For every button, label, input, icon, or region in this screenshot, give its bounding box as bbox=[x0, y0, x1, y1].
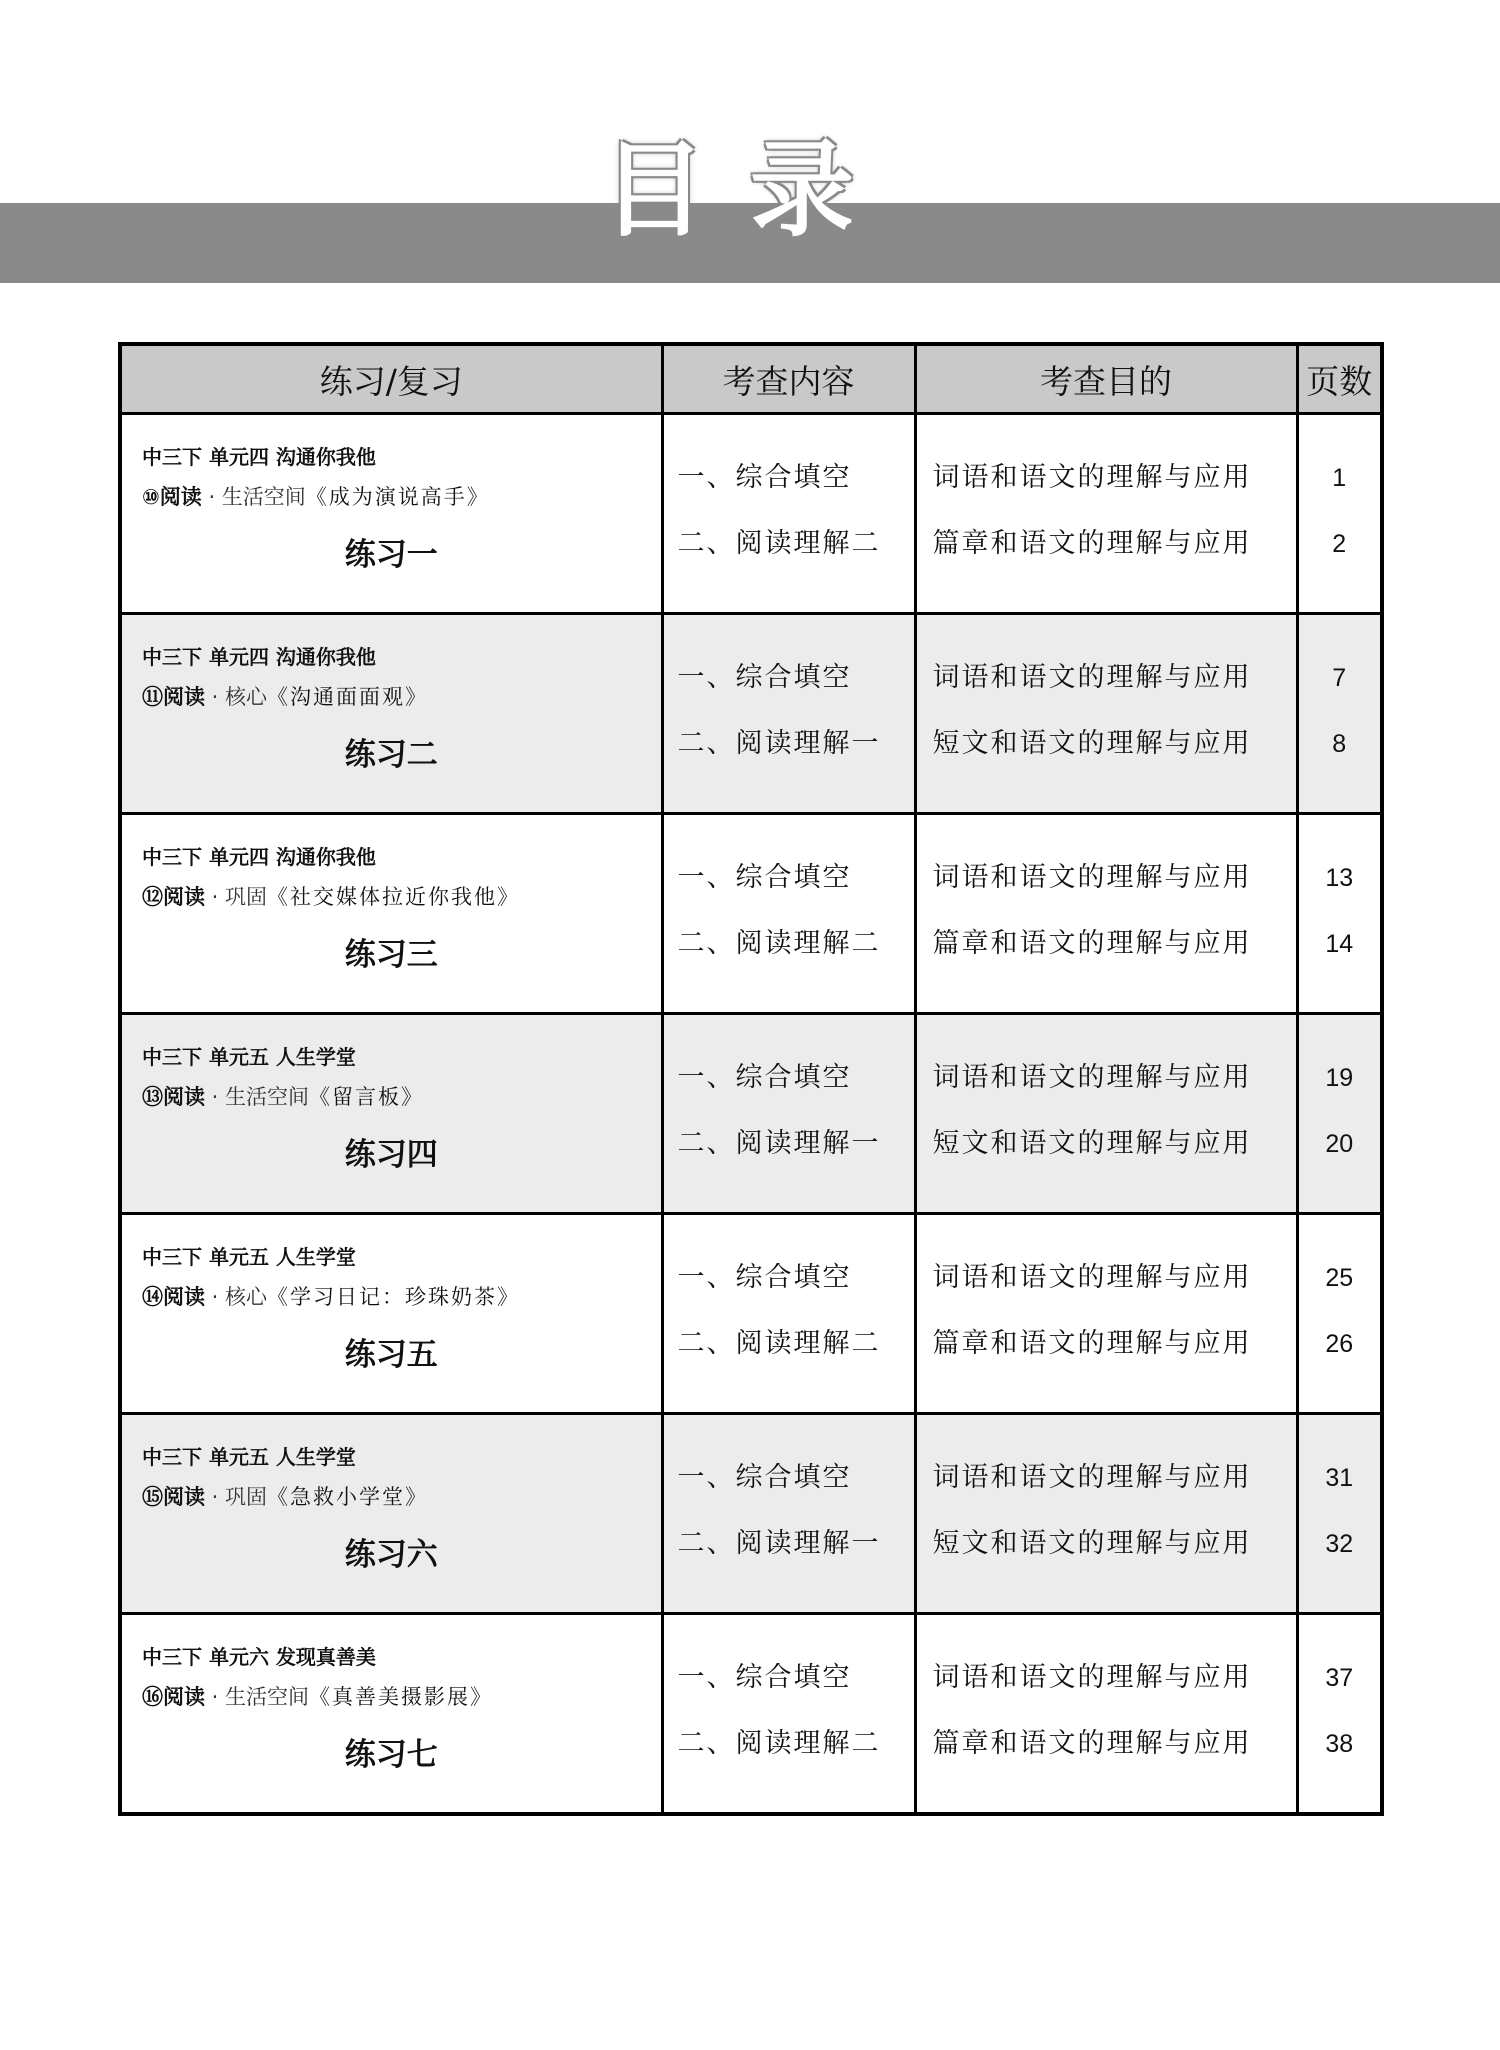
table-header-row bbox=[120, 344, 1382, 414]
page-number: 32 bbox=[1325, 1529, 1354, 1558]
lesson-label: ⑭阅读 · 核心《学习日记：珍珠奶茶》 bbox=[142, 1285, 521, 1309]
page-number: 14 bbox=[1325, 929, 1354, 958]
unit-label: 中三下 单元四 沟通你我他 bbox=[142, 845, 376, 869]
exercise-title: 练习三 bbox=[344, 937, 438, 973]
unit-label: 中三下 单元四 沟通你我他 bbox=[142, 445, 376, 469]
unit-label: 中三下 单元五 人生学堂 bbox=[142, 1245, 356, 1269]
page-number: 37 bbox=[1325, 1663, 1354, 1692]
purpose-item: 短文和语文的理解与应用 bbox=[932, 1527, 1252, 1559]
content-item: 一、综合填空 bbox=[677, 1261, 852, 1293]
page-number: 19 bbox=[1325, 1063, 1354, 1092]
content-item: 一、综合填空 bbox=[677, 1461, 852, 1493]
page-title: 目录 bbox=[601, 129, 898, 251]
table-row bbox=[120, 1414, 1382, 1614]
purpose-item: 词语和语文的理解与应用 bbox=[932, 1461, 1252, 1493]
content-item: 一、综合填空 bbox=[677, 1661, 852, 1693]
purpose-item: 词语和语文的理解与应用 bbox=[932, 661, 1252, 693]
purpose-item: 词语和语文的理解与应用 bbox=[932, 861, 1252, 893]
page-number: 20 bbox=[1325, 1129, 1354, 1158]
lesson-label: ⑯阅读 · 生活空间《真善美摄影展》 bbox=[142, 1685, 494, 1709]
unit-label: 中三下 单元四 沟通你我他 bbox=[142, 645, 376, 669]
table-row bbox=[120, 1614, 1382, 1815]
page-number: 38 bbox=[1325, 1729, 1354, 1758]
content-item: 二、阅读理解二 bbox=[677, 527, 881, 559]
purpose-item: 短文和语文的理解与应用 bbox=[932, 727, 1252, 759]
lesson-label: ⑪阅读 · 核心《沟通面面观》 bbox=[142, 685, 429, 709]
exercise-title: 练习四 bbox=[344, 1137, 438, 1173]
content-item: 一、综合填空 bbox=[677, 861, 852, 893]
content-item: 一、综合填空 bbox=[677, 661, 852, 693]
exercise-title: 练习七 bbox=[344, 1737, 438, 1773]
table-row bbox=[120, 1014, 1382, 1214]
content-item: 一、综合填空 bbox=[677, 461, 852, 493]
header-content: 考查内容 bbox=[662, 344, 915, 414]
table-row bbox=[120, 614, 1382, 814]
exercise-title: 练习一 bbox=[344, 537, 438, 573]
purpose-item: 篇章和语文的理解与应用 bbox=[932, 527, 1252, 559]
content-item: 二、阅读理解二 bbox=[677, 1727, 881, 1759]
table-row bbox=[120, 814, 1382, 1014]
purpose-item: 短文和语文的理解与应用 bbox=[932, 1127, 1252, 1159]
purpose-item: 篇章和语文的理解与应用 bbox=[932, 927, 1252, 959]
content-item: 二、阅读理解二 bbox=[677, 927, 881, 959]
content-item: 一、综合填空 bbox=[677, 1061, 852, 1093]
purpose-item: 词语和语文的理解与应用 bbox=[932, 461, 1252, 493]
content-item: 二、阅读理解一 bbox=[677, 1127, 881, 1159]
page-number: 25 bbox=[1325, 1263, 1354, 1292]
header-exercise: 练习/复习 bbox=[120, 344, 662, 414]
lesson-label: ⑩阅读 · 生活空间《成为演说高手》 bbox=[142, 485, 490, 509]
content-item: 二、阅读理解一 bbox=[677, 727, 881, 759]
purpose-item: 篇章和语文的理解与应用 bbox=[932, 1327, 1252, 1359]
unit-label: 中三下 单元五 人生学堂 bbox=[142, 1045, 356, 1069]
purpose-item: 词语和语文的理解与应用 bbox=[932, 1661, 1252, 1693]
exercise-title: 练习五 bbox=[344, 1337, 438, 1373]
table-row bbox=[120, 414, 1382, 614]
page-number: 26 bbox=[1325, 1329, 1354, 1358]
header-pages: 页数 bbox=[1297, 344, 1382, 414]
exercise-title: 练习六 bbox=[344, 1537, 438, 1573]
unit-label: 中三下 单元六 发现真善美 bbox=[142, 1645, 376, 1669]
page-number: 8 bbox=[1332, 729, 1347, 758]
unit-label: 中三下 单元五 人生学堂 bbox=[142, 1445, 356, 1469]
lesson-label: ⑫阅读 · 巩固《社交媒体拉近你我他》 bbox=[142, 885, 521, 909]
page-number: 13 bbox=[1325, 863, 1354, 892]
purpose-item: 词语和语文的理解与应用 bbox=[932, 1061, 1252, 1093]
table-row bbox=[120, 1214, 1382, 1414]
page-number: 31 bbox=[1325, 1463, 1354, 1492]
content-item: 二、阅读理解二 bbox=[677, 1327, 881, 1359]
page-number: 7 bbox=[1332, 663, 1347, 692]
lesson-label: ⑬阅读 · 生活空间《留言板》 bbox=[142, 1085, 425, 1109]
page-number: 1 bbox=[1332, 463, 1347, 492]
purpose-item: 篇章和语文的理解与应用 bbox=[932, 1727, 1252, 1759]
content-item: 二、阅读理解一 bbox=[677, 1527, 881, 1559]
exercise-title: 练习二 bbox=[344, 737, 438, 773]
purpose-item: 词语和语文的理解与应用 bbox=[932, 1261, 1252, 1293]
page-number: 2 bbox=[1332, 529, 1347, 558]
lesson-label: ⑮阅读 · 巩固《急救小学堂》 bbox=[142, 1485, 429, 1509]
toc-table bbox=[118, 342, 1384, 1816]
header-purpose: 考查目的 bbox=[915, 344, 1297, 414]
